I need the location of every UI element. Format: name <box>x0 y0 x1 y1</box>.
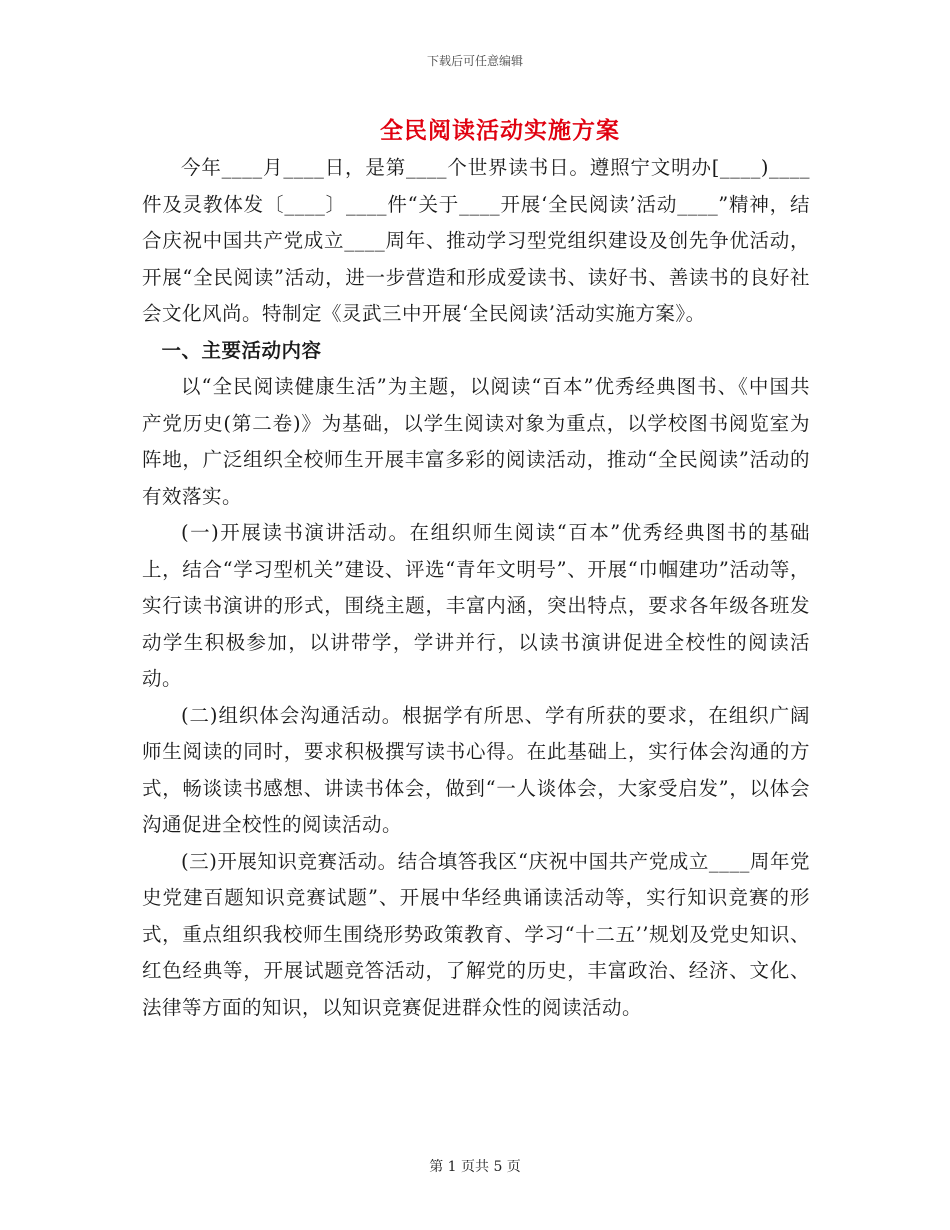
section-1-paragraph: 以“全民阅读健康生活”为主题，以阅读“百本”优秀经典图书、《中国共产党历史(第二卷)》为基础，以学生阅读对象为重点，以学校图书阅览室为阵地，广泛组织全校师生开展丰富多彩的阅读活动，推动“全民阅读”活动的有效落实。 <box>142 375 810 508</box>
item-1-paragraph: (一)开展读书演讲活动。在组织师生阅读“百本”优秀经典图书的基础上，结合“学习型机关”建设、评选“青年文明号”、开展“巾帼建功”活动等，实行读书演讲的形式，围绕主题，丰富内涵，突出特点，要求各年级各班发动学生积极参加，以讲带学，学讲并行，以读书演讲促进全校性的阅读活动。 <box>142 521 810 690</box>
intro-paragraph: 今年____月____日，是第____个世界读书日。遵照宁文明办[____)____件及灵教体发〔____〕____件“关于____开展‘全民阅读’活动____”精神，结合庆祝中国共产党成立____周年、推动学习型党组织建设及创先争优活动，开展“全民阅读”活动，进一步营造和形成爱读书、读好书、善读书的良好社会文化风尚。特制定《灵武三中开展‘全民阅读’活动实施方案》。 <box>142 156 810 325</box>
document-body <box>142 150 810 1026</box>
header-note: 下载后可任意编辑 <box>426 54 523 68</box>
section-1-heading: 一、主要活动内容 <box>161 338 322 362</box>
page-footer: 第 1 页共 5 页 <box>429 1159 521 1175</box>
item-3-paragraph: (三)开展知识竞赛活动。结合填答我区“庆祝中国共产党成立____周年党史党建百题知识竞赛试题”、开展中华经典诵读活动等，实行知识竞赛的形式，重点组织我校师生围绕形势政策教育、学习“十二五’’规划及党史知识、红色经典等，开展试题竞答活动，了解党的历史，丰富政治、经济、文化、法律等方面的知识，以知识竞赛促进群众性的阅读活动。 <box>142 849 810 1019</box>
document-title: 全民阅读活动实施方案 <box>380 117 620 144</box>
item-2-paragraph: (二)组织体会沟通活动。根据学有所思、学有所获的要求，在组织广阔师生阅读的同时，要求积极撰写读书心得。在此基础上，实行体会沟通的方式，畅谈读书感想、讲读书体会，做到“一人谈体会，大家受启发”，以体会沟通促进全校性的阅读活动。 <box>142 703 810 836</box>
